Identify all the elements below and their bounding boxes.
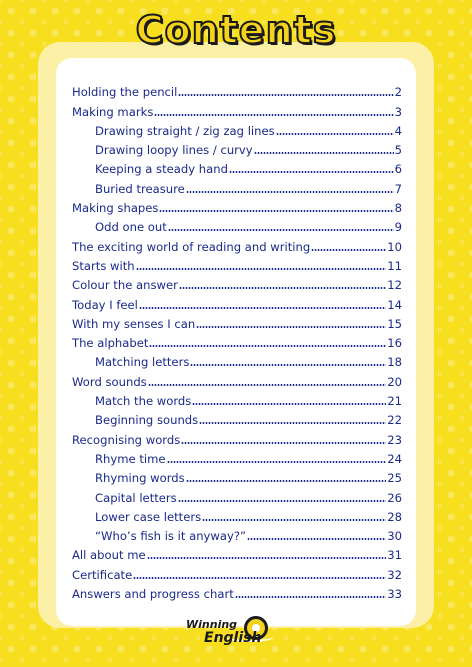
toc-entry-page: 2 — [394, 85, 402, 100]
toc-entry — [72, 331, 402, 350]
toc-entry-label: Matching letters — [95, 355, 190, 370]
toc-entry — [72, 524, 402, 543]
toc-entry-label: Beginning sounds — [95, 413, 199, 428]
toc-entry — [72, 389, 402, 408]
toc-entry-page: 32 — [387, 567, 402, 582]
toc-entry — [72, 138, 402, 157]
toc-entry-label: Answers and progress chart — [72, 587, 234, 602]
toc-entry — [72, 466, 402, 485]
toc-entry-page: 24 — [387, 451, 402, 466]
dot-leader — [190, 364, 386, 366]
toc-entry-label: Drawing loopy lines / curvy — [95, 143, 253, 158]
toc-entry — [72, 485, 402, 504]
toc-entry — [72, 505, 402, 524]
dot-leader — [133, 577, 386, 579]
toc-entry-page: 31 — [387, 548, 402, 563]
table-of-contents — [72, 80, 402, 601]
toc-entry-label: With my senses I can — [72, 316, 196, 331]
toc-entry-label: Drawing straight / zig zag lines — [95, 123, 275, 138]
toc-entry-page: 22 — [387, 413, 402, 428]
dot-leader — [229, 171, 394, 173]
toc-entry-label: Today I feel — [72, 297, 138, 312]
toc-entry — [72, 234, 402, 253]
toc-entry-page: 25 — [387, 471, 402, 486]
dot-leader — [178, 500, 387, 502]
toc-entry-page: 16 — [387, 336, 402, 351]
toc-entry-page: 30 — [387, 529, 402, 544]
dot-leader — [202, 519, 386, 521]
toc-entry-page: 21 — [387, 394, 402, 409]
toc-entry-page: 20 — [387, 374, 402, 389]
dot-leader — [147, 557, 387, 559]
toc-entry-page: 33 — [387, 587, 402, 602]
toc-entry-page: 14 — [387, 297, 402, 312]
toc-entry-label: Making shapes — [72, 201, 159, 216]
toc-entry — [72, 215, 402, 234]
dot-leader — [149, 345, 386, 347]
dot-leader — [139, 307, 386, 309]
toc-entry — [72, 562, 402, 581]
toc-entry-page: 4 — [394, 123, 402, 138]
toc-entry — [72, 427, 402, 446]
toc-entry — [72, 369, 402, 388]
dot-leader — [181, 442, 386, 444]
toc-entry-page: 3 — [394, 104, 402, 119]
toc-entry — [72, 80, 402, 99]
toc-entry-page: 9 — [394, 220, 402, 235]
toc-entry-label: Keeping a steady hand — [95, 162, 228, 177]
dot-leader — [254, 152, 394, 154]
toc-entry-label: “Who’s fish is it anyway?” — [95, 529, 247, 544]
toc-entry-page: 18 — [387, 355, 402, 370]
toc-entry-page: 6 — [394, 162, 402, 177]
toc-entry-label: Rhyming words — [95, 471, 185, 486]
dot-leader — [247, 538, 386, 540]
toc-entry — [72, 408, 402, 427]
toc-entry-page: 10 — [387, 239, 402, 254]
toc-entry-label: Certificate — [72, 567, 133, 582]
toc-entry-page: 7 — [394, 181, 402, 196]
toc-entry-page: 11 — [387, 258, 402, 273]
toc-entry-page: 26 — [387, 490, 402, 505]
toc-entry-page: 15 — [387, 316, 402, 331]
toc-entry-label: Holding the pencil — [72, 85, 178, 100]
toc-entry-label: Recognising words — [72, 432, 181, 447]
toc-entry-page: 5 — [394, 143, 402, 158]
toc-entry-label: Rhyme time — [95, 451, 166, 466]
toc-entry — [72, 254, 402, 273]
toc-entry-label: Lower case letters — [95, 509, 202, 524]
toc-entry-label: Colour the answer — [72, 278, 178, 293]
toc-entry-label: Buried treasure — [95, 181, 185, 196]
toc-entry-label: Word sounds — [72, 374, 147, 389]
toc-entry — [72, 350, 402, 369]
dot-leader — [311, 249, 386, 251]
dot-leader — [148, 384, 387, 386]
logo-text-top: Winning — [186, 618, 238, 631]
dot-leader — [178, 94, 393, 96]
winning-english-logo — [186, 614, 286, 654]
dot-leader — [196, 326, 386, 328]
toc-entry — [72, 176, 402, 195]
dot-leader — [159, 210, 393, 212]
toc-entry — [72, 119, 402, 138]
dot-leader — [136, 268, 387, 270]
logo-text-bottom: English — [204, 630, 262, 646]
toc-entry-page: 12 — [387, 278, 402, 293]
dot-leader — [235, 596, 386, 598]
toc-entry — [72, 543, 402, 562]
toc-entry — [72, 312, 402, 331]
toc-entry-label: The alphabet — [72, 336, 149, 351]
toc-entry — [72, 582, 402, 601]
toc-entry — [72, 99, 402, 118]
toc-entry-label: Odd one out — [95, 220, 167, 235]
toc-entry — [72, 157, 402, 176]
dot-leader — [154, 114, 393, 116]
page-title: Contents — [135, 8, 337, 52]
dot-leader — [276, 133, 394, 135]
dot-leader — [199, 422, 386, 424]
toc-entry-label: Capital letters — [95, 490, 177, 505]
toc-entry — [72, 196, 402, 215]
toc-entry-label: Starts with — [72, 258, 135, 273]
dot-leader — [179, 287, 386, 289]
toc-entry-label: The exciting world of reading and writing — [72, 239, 311, 254]
toc-entry — [72, 447, 402, 466]
toc-entry-label: All about me — [72, 548, 146, 563]
dot-leader — [168, 229, 394, 231]
toc-entry — [72, 273, 402, 292]
dot-leader — [167, 461, 387, 463]
dot-leader — [192, 403, 386, 405]
toc-entry-page: 23 — [387, 432, 402, 447]
dot-leader — [186, 480, 387, 482]
toc-entry-page: 28 — [387, 509, 402, 524]
toc-entry-page: 8 — [394, 201, 402, 216]
toc-entry-label: Match the words — [95, 394, 192, 409]
toc-entry — [72, 292, 402, 311]
toc-entry-label: Making marks — [72, 104, 154, 119]
dot-leader — [186, 191, 394, 193]
